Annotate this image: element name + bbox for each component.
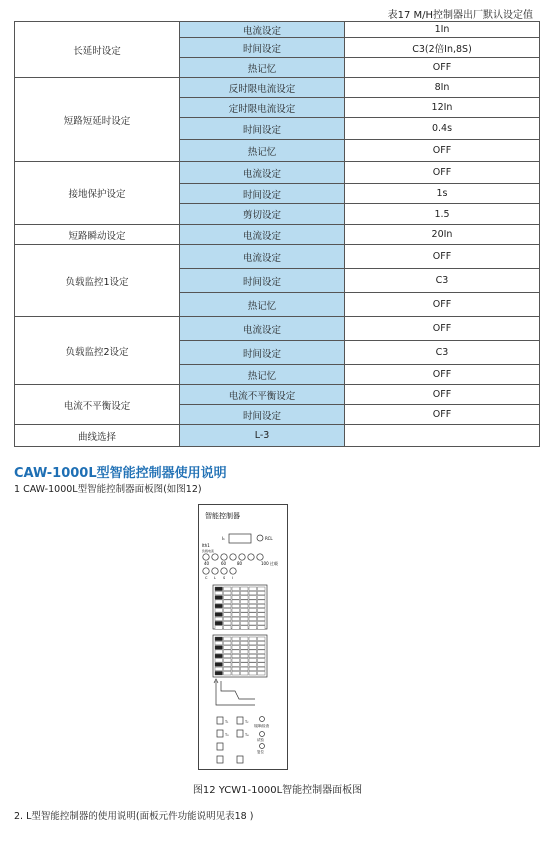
fault-check-indicator bbox=[260, 717, 265, 722]
dip-switch-cell bbox=[258, 587, 266, 591]
load-current-note: 负载电流 bbox=[202, 549, 215, 553]
dip-switch-cell bbox=[224, 587, 232, 591]
dip-switch-cell bbox=[249, 600, 257, 604]
setting-value-cell: C3 bbox=[345, 269, 540, 293]
dip-switch-cell bbox=[241, 637, 249, 641]
dip-switch-cell bbox=[241, 654, 249, 658]
group-name-cell: 接地保护设定 bbox=[15, 162, 180, 225]
dip-switch-cell bbox=[258, 600, 266, 604]
setting-button[interactable] bbox=[217, 743, 223, 750]
setting-value-cell: 12In bbox=[345, 98, 540, 118]
dip-switch-cell bbox=[224, 637, 232, 641]
dip-switch-cell bbox=[241, 667, 249, 671]
dip-switch-cell bbox=[258, 646, 266, 650]
reset-label: 复位 bbox=[257, 750, 264, 754]
led-label-60: 60 bbox=[221, 561, 227, 566]
dip-switch-cell bbox=[224, 626, 232, 630]
load-led bbox=[230, 554, 236, 560]
dip-switch-cell bbox=[241, 613, 249, 617]
dip-switch-cell bbox=[224, 667, 232, 671]
setting-button[interactable] bbox=[217, 730, 223, 737]
dip-switch-cell bbox=[241, 587, 249, 591]
led-label-40: 40 bbox=[204, 561, 210, 566]
load-led bbox=[203, 554, 209, 560]
setting-value-cell: OFF bbox=[345, 58, 540, 78]
dip-switch-cell bbox=[258, 667, 266, 671]
dip-switch-cell bbox=[249, 626, 257, 630]
dip-switch-cell bbox=[241, 641, 249, 645]
dip-switch-cell bbox=[232, 626, 240, 630]
test-button[interactable] bbox=[260, 732, 265, 737]
setting-item-cell: 剪切设定 bbox=[180, 204, 345, 225]
dip-switch-cell bbox=[258, 641, 266, 645]
setting-button-label: T₁ bbox=[225, 720, 229, 724]
dip-switch-cell bbox=[232, 671, 240, 675]
dip-switch-cell bbox=[249, 596, 257, 600]
dip-switch-cell bbox=[224, 604, 232, 608]
dip-switch-cell bbox=[224, 617, 232, 621]
dip-switch-cell bbox=[224, 621, 232, 625]
dip-switch-cell bbox=[249, 617, 257, 621]
setting-value-cell: 20In bbox=[345, 225, 540, 245]
group-name-cell: 电流不平衡设定 bbox=[15, 385, 180, 425]
dip-switch-block-1 bbox=[213, 585, 267, 629]
dip-switch-cell bbox=[224, 600, 232, 604]
table-row bbox=[15, 162, 540, 184]
dip-switch-cell bbox=[249, 621, 257, 625]
setting-value-cell: 8In bbox=[345, 78, 540, 98]
setting-item-cell: 时间设定 bbox=[180, 341, 345, 365]
dip-switch-cell bbox=[232, 596, 240, 600]
setting-buttons bbox=[217, 717, 249, 763]
setting-value-cell: C3 bbox=[345, 341, 540, 365]
dip-switch-cell bbox=[215, 604, 223, 608]
dip-switch-cell bbox=[258, 609, 266, 613]
dip-switch-cell bbox=[232, 617, 240, 621]
default-settings-table bbox=[14, 21, 540, 447]
table-row bbox=[15, 225, 540, 245]
dip-switch-cell bbox=[249, 641, 257, 645]
setting-value-cell: C3(2倍In,8S) bbox=[345, 38, 540, 58]
dip-switch-cell bbox=[215, 659, 223, 663]
setting-button[interactable] bbox=[217, 756, 223, 763]
setting-value-cell: OFF bbox=[345, 162, 540, 184]
dip-switch-cell bbox=[241, 621, 249, 625]
group-name-cell: 短路瞬动设定 bbox=[15, 225, 180, 245]
dip-switch-cell bbox=[241, 609, 249, 613]
fault-led bbox=[221, 568, 227, 574]
setting-item-cell: 热记忆 bbox=[180, 140, 345, 162]
dip-switch-cell bbox=[215, 621, 223, 625]
load-led bbox=[221, 554, 227, 560]
setting-value-cell: 1In bbox=[345, 22, 540, 38]
setting-value-cell: OFF bbox=[345, 385, 540, 405]
group-name-cell: 负载监控2设定 bbox=[15, 317, 180, 385]
rcl-indicator bbox=[257, 535, 263, 541]
setting-value-cell: OFF bbox=[345, 140, 540, 162]
dip-switch-cell bbox=[241, 650, 249, 654]
dip-switch-cell bbox=[232, 641, 240, 645]
table-row bbox=[15, 385, 540, 405]
setting-button[interactable] bbox=[217, 717, 223, 724]
dip-switch-cell bbox=[241, 617, 249, 621]
group-name-cell: 负载监控1设定 bbox=[15, 245, 180, 317]
load-led bbox=[257, 554, 263, 560]
setting-item-cell: 热记忆 bbox=[180, 58, 345, 78]
setting-item-cell: 电流设定 bbox=[180, 245, 345, 269]
dip-switch-cell bbox=[215, 637, 223, 641]
group-name-cell: 短路短延时设定 bbox=[15, 78, 180, 162]
dip-switch-cell bbox=[241, 604, 249, 608]
table-row bbox=[15, 317, 540, 341]
dip-switch-cell bbox=[215, 587, 223, 591]
dip-switch-cell bbox=[232, 604, 240, 608]
dip-switch-cell bbox=[232, 654, 240, 658]
dip-switch-cell bbox=[215, 600, 223, 604]
led-label-80: 80 bbox=[237, 561, 243, 566]
setting-item-cell: 时间设定 bbox=[180, 269, 345, 293]
setting-button[interactable] bbox=[237, 730, 243, 737]
fault-led bbox=[203, 568, 209, 574]
setting-value-cell: OFF bbox=[345, 293, 540, 317]
table-row bbox=[15, 425, 540, 447]
setting-item-cell: 时间设定 bbox=[180, 184, 345, 204]
dip-switch-cell bbox=[215, 654, 223, 658]
dip-switch-cell bbox=[215, 591, 223, 595]
dip-switch-cell bbox=[249, 667, 257, 671]
setting-item-cell: 热记忆 bbox=[180, 365, 345, 385]
dip-switch-cell bbox=[224, 641, 232, 645]
dip-switch-cell bbox=[232, 609, 240, 613]
dip-switch-cell bbox=[258, 604, 266, 608]
dip-switch-cell bbox=[224, 654, 232, 658]
fault-letter: S bbox=[223, 576, 226, 580]
dip-switch-cell bbox=[258, 621, 266, 625]
dip-switch-block-2 bbox=[213, 635, 267, 677]
dip-switch-cell bbox=[249, 650, 257, 654]
figure-caption: 图12 YCW1-1000L智能控制器面板图 bbox=[192, 785, 363, 796]
dip-switch-cell bbox=[215, 671, 223, 675]
setting-item-cell: 电流设定 bbox=[180, 317, 345, 341]
dip-switch-cell bbox=[232, 600, 240, 604]
dip-switch-cell bbox=[232, 646, 240, 650]
dip-switch-cell bbox=[215, 650, 223, 654]
dip-switch-cell bbox=[249, 613, 257, 617]
table-caption: 表17 M/H控制器出厂默认设定值 bbox=[387, 10, 533, 21]
table-row bbox=[15, 245, 540, 269]
setting-item-cell: 电流设定 bbox=[180, 22, 345, 38]
setting-value-cell: 1s bbox=[345, 184, 540, 204]
dip-switch-cell bbox=[215, 641, 223, 645]
dip-switch-cell bbox=[258, 596, 266, 600]
dip-switch-cell bbox=[241, 626, 249, 630]
dip-switch-cell bbox=[215, 663, 223, 667]
fault-letters bbox=[205, 576, 233, 580]
setting-value-cell: OFF bbox=[345, 365, 540, 385]
dip-switch-cell bbox=[215, 609, 223, 613]
setting-item-cell: L-3 bbox=[180, 425, 345, 447]
dip-switch-cell bbox=[241, 671, 249, 675]
load-led bbox=[212, 554, 218, 560]
trip-curve-diagram bbox=[214, 679, 255, 705]
dip-switch-cell bbox=[258, 626, 266, 630]
dip-switch-cell bbox=[241, 591, 249, 595]
fault-letter: L bbox=[214, 576, 216, 580]
led-label-100: 100 过载 bbox=[261, 561, 278, 566]
dip-switch-cell bbox=[215, 667, 223, 671]
table-row bbox=[15, 22, 540, 38]
dip-switch-cell bbox=[249, 659, 257, 663]
fault-led bbox=[212, 568, 218, 574]
group-name-cell: 曲线选择 bbox=[15, 425, 180, 447]
dip-switch-cell bbox=[258, 654, 266, 658]
dip-switch-cell bbox=[258, 591, 266, 595]
fault-led bbox=[230, 568, 236, 574]
dip-switch-cell bbox=[215, 646, 223, 650]
setting-item-cell: 电流设定 bbox=[180, 162, 345, 184]
setting-item-cell: 反时限电流设定 bbox=[180, 78, 345, 98]
dip-switch-cell bbox=[249, 637, 257, 641]
dip-switch-cell bbox=[241, 659, 249, 663]
dip-switch-cell bbox=[249, 604, 257, 608]
dip-switch-cell bbox=[232, 587, 240, 591]
setting-value-cell: 1.5 bbox=[345, 204, 540, 225]
group-name-cell: 长延时设定 bbox=[15, 22, 180, 78]
dip-switch-cell bbox=[258, 613, 266, 617]
setting-item-cell: 电流设定 bbox=[180, 225, 345, 245]
controller-panel-drawing bbox=[199, 505, 287, 769]
setting-value-cell: OFF bbox=[345, 405, 540, 425]
dip-switch-cell bbox=[258, 650, 266, 654]
dip-switch-cell bbox=[249, 587, 257, 591]
test-label: 试验 bbox=[257, 738, 264, 742]
setting-item-cell: 时间设定 bbox=[180, 405, 345, 425]
setting-button-label: T₂ bbox=[245, 720, 249, 724]
dip-switch-cell bbox=[224, 609, 232, 613]
setting-item-cell: 时间设定 bbox=[180, 38, 345, 58]
dip-switch-cell bbox=[258, 659, 266, 663]
section-heading: CAW-1000L型智能控制器使用说明 bbox=[14, 466, 227, 481]
setting-button[interactable] bbox=[237, 756, 243, 763]
dip-switch-cell bbox=[241, 600, 249, 604]
dip-switch-cell bbox=[232, 637, 240, 641]
setting-item-cell: 电流不平衡设定 bbox=[180, 385, 345, 405]
section-subheading-1: 1 CAW-1000L型智能控制器面板图(如图12) bbox=[14, 484, 202, 495]
dip-switch-cell bbox=[224, 596, 232, 600]
panel-title: 智能控制器 bbox=[205, 512, 240, 520]
dip-switch-cell bbox=[224, 671, 232, 675]
setting-button-label: T₃ bbox=[225, 733, 229, 737]
dip-switch-cell bbox=[232, 621, 240, 625]
dip-switch-cell bbox=[232, 659, 240, 663]
setting-item-cell: 时间设定 bbox=[180, 118, 345, 140]
dip-switch-cell bbox=[241, 646, 249, 650]
dip-switch-cell bbox=[249, 609, 257, 613]
corner-label: Ith1 bbox=[202, 543, 210, 548]
setting-value-cell: OFF bbox=[345, 245, 540, 269]
dip-switch-cell bbox=[215, 617, 223, 621]
ir-label: I₁ bbox=[222, 536, 225, 541]
dip-switch-cell bbox=[232, 613, 240, 617]
reset-button[interactable] bbox=[260, 744, 265, 749]
dip-switch-cell bbox=[224, 591, 232, 595]
dip-switch-cell bbox=[224, 613, 232, 617]
load-led bbox=[239, 554, 245, 560]
dip-switch-cell bbox=[224, 659, 232, 663]
dip-switch-cell bbox=[232, 663, 240, 667]
display-window bbox=[229, 534, 251, 543]
setting-button[interactable] bbox=[237, 717, 243, 724]
setting-value-cell: OFF bbox=[345, 317, 540, 341]
dip-switch-cell bbox=[249, 591, 257, 595]
dip-switch-cell bbox=[249, 671, 257, 675]
load-led-row bbox=[203, 554, 263, 560]
rcl-label: RCL bbox=[265, 536, 273, 541]
setting-item-cell: 热记忆 bbox=[180, 293, 345, 317]
fault-check-label: 故障/检查 bbox=[254, 724, 270, 728]
setting-value-cell bbox=[345, 425, 540, 447]
table-row bbox=[15, 78, 540, 98]
dip-switch-cell bbox=[232, 650, 240, 654]
dip-switch-cell bbox=[249, 646, 257, 650]
dip-switch-cell bbox=[258, 671, 266, 675]
dip-switch-cell bbox=[258, 663, 266, 667]
dip-switch-cell bbox=[224, 663, 232, 667]
dip-switch-cell bbox=[224, 650, 232, 654]
setting-button-label: T₄ bbox=[245, 733, 249, 737]
dip-switch-cell bbox=[258, 617, 266, 621]
dip-switch-cell bbox=[215, 613, 223, 617]
controller-panel-figure bbox=[198, 504, 288, 770]
dip-switch-cell bbox=[241, 663, 249, 667]
dip-switch-cell bbox=[249, 663, 257, 667]
dip-switch-cell bbox=[232, 591, 240, 595]
dip-switch-cell bbox=[258, 637, 266, 641]
dip-switch-cell bbox=[215, 596, 223, 600]
section-subheading-2: 2. L型智能控制器的使用说明(面板元件功能说明见表18 ) bbox=[14, 811, 254, 822]
fault-led-row bbox=[203, 568, 236, 574]
fault-letter: I bbox=[232, 576, 234, 580]
dip-switch-cell bbox=[232, 667, 240, 671]
setting-value-cell: 0.4s bbox=[345, 118, 540, 140]
dip-switch-cell bbox=[249, 654, 257, 658]
fault-letter: C bbox=[205, 576, 208, 580]
setting-item-cell: 定时限电流设定 bbox=[180, 98, 345, 118]
dip-switch-cell bbox=[224, 646, 232, 650]
dip-switch-cell bbox=[215, 626, 223, 630]
load-led bbox=[248, 554, 254, 560]
dip-switch-cell bbox=[241, 596, 249, 600]
